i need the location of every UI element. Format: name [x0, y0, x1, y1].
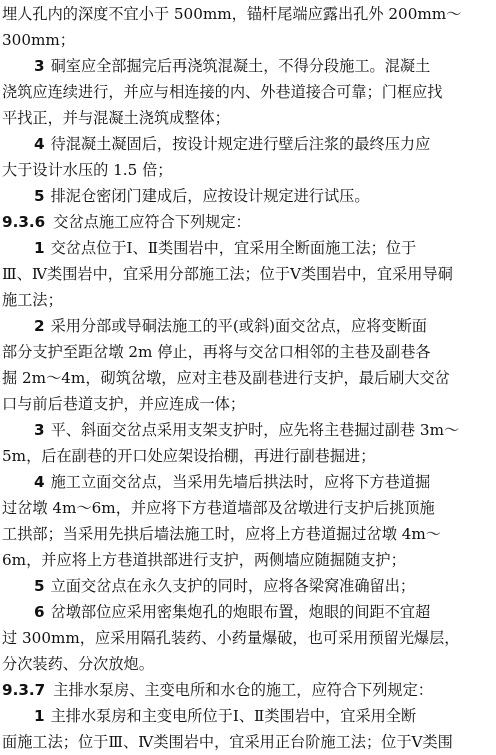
text-line [2, 286, 496, 314]
text-line [2, 26, 496, 54]
item-number: 6 [34, 603, 45, 621]
line-text: 平找正，并与混凝土浇筑成整体； [2, 109, 230, 127]
list-item [34, 598, 496, 626]
item-number: 4 [34, 135, 45, 153]
line-text: 口与前后巷道支护，并应连成一体； [2, 395, 245, 413]
list-item [34, 130, 496, 158]
list-item [34, 702, 496, 730]
line-text: 工拱部；当采用先拱后墙法施工时，应将上方巷道掘过岔墩 4m～ [2, 525, 441, 543]
section-number: 9.3.6 [2, 213, 46, 231]
text-line [2, 156, 496, 184]
list-item [34, 182, 496, 210]
line-text: 施工立面交岔点，当采用先墙后拱法时，应将下方巷道掘 [50, 473, 431, 491]
line-text: 大于设计水压的 1.5 倍； [2, 161, 173, 179]
list-item [34, 572, 496, 600]
text-line [2, 650, 496, 678]
text-line [2, 390, 496, 418]
line-text: 分次装药、分次放炮。 [2, 655, 154, 673]
list-item [34, 416, 496, 444]
item-number: 1 [34, 239, 45, 257]
line-text: 平、斜面交岔点采用支架支护时，应先将主巷掘过副巷 3m～ [50, 421, 460, 439]
item-number: 1 [34, 707, 45, 725]
line-text: 部分支护至距岔墩 2m 停止，再将与交岔口相邻的主巷及副巷各 [2, 343, 431, 361]
line-text: 5m，后在副巷的开口处应架设抬棚，再进行副巷掘进； [2, 447, 376, 465]
section-heading [2, 208, 496, 236]
text-line [2, 0, 496, 28]
line-text: 待混凝土凝固后，按设计规定进行壁后注浆的最终压力应 [50, 135, 431, 153]
line-text: Ⅲ、Ⅳ类围岩中，宜采用分部施工法；位于Ⅴ类围岩中，宜采用导硐 [2, 265, 453, 283]
list-item [34, 468, 496, 496]
line-text: 交岔点位于Ⅰ、Ⅱ类围岩中，宜采用全断面施工法；位于 [50, 239, 417, 257]
list-item [34, 52, 496, 80]
text-line [2, 728, 496, 755]
line-text: 300mm； [2, 31, 75, 49]
line-text: 立面交岔点在永久支护的同时，应将各梁窝准确留出； [50, 577, 416, 595]
text-line [2, 364, 496, 392]
text-line [2, 442, 496, 470]
item-number: 4 [34, 473, 45, 491]
line-text: 采用分部或导硐法施工的平(或斜)面交岔点，应将变断面 [50, 317, 427, 335]
text-line [2, 338, 496, 366]
line-text: 过岔墩 4m～6m，并应将下方巷道墙部及岔墩进行支护后挑顶施 [2, 499, 435, 517]
text-line [2, 260, 496, 288]
item-number: 3 [34, 57, 45, 75]
line-text: 掘 2m～4m，砌筑岔墩，应对主巷及副巷进行支护，最后刷大交岔 [2, 369, 450, 387]
section-title: 主排水泵房、主变电所和水仓的施工，应符合下列规定： [53, 681, 433, 699]
line-text: 面施工法；位于Ⅲ、Ⅳ类围岩中，宜采用正台阶施工法；位于Ⅴ类围 [2, 733, 453, 751]
line-text: 主排水泵房和主变电所位于Ⅰ、Ⅱ类围岩中，宜采用全断 [50, 707, 417, 725]
line-text: 浇筑应连续进行，并应与相连接的内、外巷道接合可靠；门框应找 [2, 83, 443, 101]
text-line [2, 104, 496, 132]
text-line [2, 520, 496, 548]
item-number: 3 [34, 421, 45, 439]
item-number: 5 [34, 577, 45, 595]
line-text: 岔墩部位应采用密集炮孔的炮眼布置，炮眼的间距不宜超 [50, 603, 431, 621]
item-number: 2 [34, 317, 45, 335]
line-text: 硐室应全部掘完后再浇筑混凝土，不得分段施工。混凝土 [50, 57, 431, 75]
list-item [34, 312, 496, 340]
line-text: 6m，并应将上方巷道拱部进行支护，两侧墙应随掘随支护； [2, 551, 406, 569]
line-text: 埋人孔内的深度不宜小于 500mm，锚杆尾端应露出孔外 200mm～ [2, 5, 462, 23]
text-line [2, 78, 496, 106]
line-text: 排泥仓密闭门建成后，应按设计规定进行试压。 [50, 187, 370, 205]
line-text: 过 300mm，应采用隔孔装药、小药量爆破，也可采用预留光爆层， [2, 629, 460, 647]
item-number: 5 [34, 187, 45, 205]
text-line [2, 546, 496, 574]
list-item [34, 234, 496, 262]
text-line [2, 624, 496, 652]
text-line [2, 494, 496, 522]
section-title: 交岔点施工应符合下列规定： [53, 213, 251, 231]
section-heading [2, 676, 496, 704]
section-number: 9.3.7 [2, 681, 46, 699]
line-text: 施工法； [2, 291, 63, 309]
